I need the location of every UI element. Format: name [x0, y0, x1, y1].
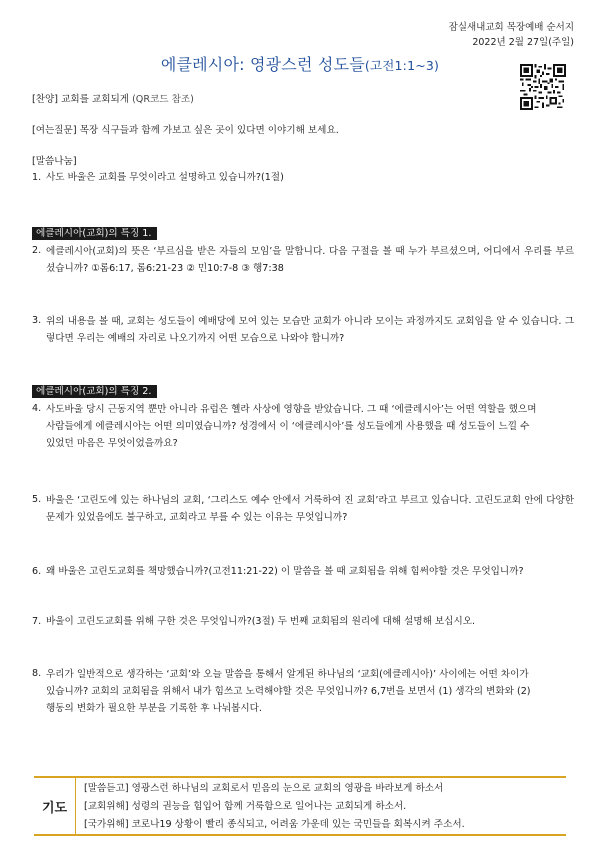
question-text: 왜 바울은 고린도교회를 책망했습니까?(고전11:21-22) 이 말씀을 볼 때 교회됨을 위해 힘써야할 것은 무엇입니까? — [46, 566, 524, 577]
icebreaker-line — [32, 123, 574, 139]
question-7 — [32, 614, 574, 630]
question-number: 7. — [32, 616, 42, 627]
question-line: 있습니까? 교회의 교회됨을 위해서 내가 힘쓰고 노력해야할 것은 무엇입니까? 6,7번을 보면서 (1) 생각의 변화와 (2) — [46, 686, 531, 697]
question-number: 2. — [32, 245, 42, 256]
page-title — [0, 52, 600, 75]
feature-2-badge: 에클레시아(교회)의 특징 2. — [32, 385, 157, 398]
question-1 — [32, 170, 574, 186]
sharing-label: [말씀나눔] — [32, 156, 77, 167]
question-line: 사람들에게 에클레시아는 어떤 의미였습니까? 성경에서 이 ‘에클레시아’를 성도들에게 사용했을 때 성도들이 느낄 수 — [46, 421, 530, 432]
question-line: 우리가 일반적으로 생각하는 ‘교회’와 오늘 말씀을 통해서 알게된 하나님의 ‘교회(에클레시아)’ 사이에는 어떤 차이가 — [46, 669, 529, 680]
praise-label: [찬양] 교회를 교회되게 — [32, 94, 129, 105]
praise-note: (QR코드 참조) — [132, 94, 194, 105]
question-text — [46, 666, 574, 717]
question-line: 있었던 마음은 무엇이었을까요? — [46, 438, 178, 449]
question-text — [46, 401, 574, 452]
service-date: 2022년 2월 27일(주일) — [472, 37, 574, 48]
question-number: 1. — [32, 172, 42, 183]
question-8 — [32, 666, 574, 717]
prayer-list — [84, 780, 566, 834]
header-meta — [449, 20, 574, 50]
question-text: 위의 내용을 볼 때, 교회는 성도들이 예배당에 모여 있는 모습만 교회가 아니라 모이는 과정까지도 교회임을 알 수 있습니다. 그렇다면 우리는 예배의 자리로 나오기까지 어떤 모습으로 나와야 합니까? — [46, 316, 574, 344]
icebreaker-label: [여는질문] — [32, 125, 77, 136]
icebreaker-question: 목장 식구들과 함께 가보고 싶은 곳이 있다면 이야기해 보세요. — [79, 125, 339, 136]
prayer-item: [교회위해] 성령의 권능을 힘입어 함께 거룩함으로 일어나는 교회되게 하소서. — [84, 801, 407, 812]
prayer-title: 기도 — [34, 778, 76, 834]
question-text: 사도 바울은 교회를 무엇이라고 설명하고 있습니까?(1절) — [46, 172, 284, 183]
question-line: 행동의 변화가 필요한 부분을 기록한 후 나눠봅시다. — [46, 703, 262, 714]
question-3 — [32, 313, 574, 347]
question-5 — [32, 492, 574, 526]
question-number: 6. — [32, 566, 42, 577]
title-scripture-ref: (고전1:1~3) — [364, 58, 440, 73]
question-6 — [32, 564, 574, 580]
question-text: 에클레시아(교회)의 뜻은 ‘부르심을 받은 자들의 모임’을 말합니다. 다음 구절을 볼 때 누가 부르셨으며, 어디에서 우리를 부르셨습니까? ①롬6:17, 롬6:21-23 ② 민10:7-8 ③ 행7:38 — [46, 246, 574, 274]
question-text: 바울이 고린도교회를 위해 구한 것은 무엇입니까?(3절) 두 번째 교회됨의 원리에 대해 설명해 보십시오. — [46, 616, 476, 627]
question-2 — [32, 243, 574, 277]
question-number: 3. — [32, 315, 42, 326]
prayer-box — [34, 776, 566, 836]
question-4 — [32, 401, 574, 452]
praise-line — [32, 92, 574, 108]
question-number: 5. — [32, 494, 42, 505]
feature-1-badge: 에클레시아(교회)의 특징 1. — [32, 227, 157, 240]
prayer-item: [말씀듣고] 영광스런 하나님의 교회로서 믿음의 눈으로 교회의 영광을 바라보게 하소서 — [84, 783, 444, 794]
church-service-line: 잠실새내교회 목장예배 순서지 — [448, 22, 574, 33]
question-number: 4. — [32, 403, 42, 414]
question-text: 바울은 ‘고린도에 있는 하나님의 교회, ‘그리스도 예수 안에서 거룩하여 진 교회’라고 부르고 있습니다. 고린도교회 안에 다양한 문제가 있었음에도 불구하고, 교회라고 부를 수 있는 이유는 무엇입니까? — [46, 495, 574, 523]
question-line: 사도바울 당시 근동지역 뿐만 아니라 유럽은 헬라 사상에 영향을 받았습니다. 그 때 ‘에클레시아’는 어떤 역할을 했으며 — [46, 404, 537, 415]
title-main: 에클레시아: 영광스런 성도들 — [160, 55, 365, 74]
prayer-item: [국가위해] 코로나19 상황이 빨리 종식되고, 어려움 가운데 있는 국민들을 회복시켜 주소서. — [84, 819, 465, 830]
question-number: 8. — [32, 668, 42, 679]
